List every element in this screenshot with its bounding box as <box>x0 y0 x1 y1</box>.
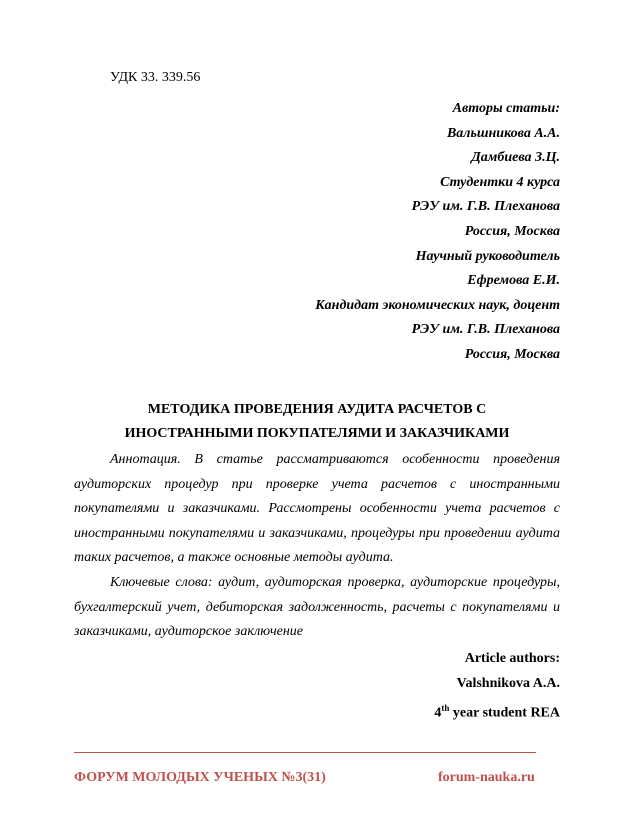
supervisor-heading: Научный руководитель <box>415 248 560 264</box>
year-text: year student REA <box>449 705 560 721</box>
supervisor-degree: Кандидат экономических наук, доцент <box>315 297 560 313</box>
authors-block-ru <box>315 97 560 368</box>
title-line-2: ИНОСТРАННЫМИ ПОКУПАТЕЛЯМИ И ЗАКАЗЧИКАМИ <box>124 426 510 441</box>
title-line-1: МЕТОДИКА ПРОВЕДЕНИЯ АУДИТА РАСЧЕТОВ С <box>147 402 487 417</box>
abstract-paragraph: Аннотация. В статье рассматриваются особенности проведения аудиторских процедур при проверке учета расчетов с иностранными покупателями и заказчиками. Рассмотрены особенности учета расчетов с иностранными покупателями и заказчиками, процедуры при проведении аудита таких расчетов, а также основные методы аудита. <box>74 452 560 565</box>
supervisor-location: Россия, Москва <box>464 346 560 362</box>
year-number: 4 <box>434 705 442 721</box>
author-name: Дамбиева З.Ц. <box>471 150 560 166</box>
authors-heading: Авторы статьи: <box>452 101 560 116</box>
footer-journal-title: ФОРУМ МОЛОДЫХ УЧЕНЫХ №3(31) <box>74 770 326 785</box>
author-status-en <box>434 696 560 726</box>
authors-block-en <box>434 647 560 726</box>
supervisor-name: Ефремова Е.И. <box>467 273 560 289</box>
author-name: Вальшникова А.А. <box>446 125 560 141</box>
footer-website: forum-nauka.ru <box>438 770 535 785</box>
author-name-en: Valshnikova A.A. <box>456 675 560 691</box>
author-affiliation: РЭУ им. Г.В. Плеханова <box>411 199 560 215</box>
author-location: Россия, Москва <box>464 223 560 239</box>
keywords-paragraph: Ключевые слова: аудит, аудиторская проверка, аудиторские процедуры, бухгалтерский учет, дебиторская задолженность, расчеты с покупателями и заказчиками, аудиторское заключение <box>74 575 560 639</box>
footer-divider <box>74 752 536 753</box>
article-title <box>74 398 560 446</box>
udk-code: УДК 33. 339.56 <box>110 70 201 85</box>
author-status: Студентки 4 курса <box>440 174 560 190</box>
year-suffix: th <box>441 703 450 713</box>
authors-heading-en: Article authors: <box>464 651 560 666</box>
supervisor-affiliation: РЭУ им. Г.В. Плеханова <box>411 322 560 338</box>
